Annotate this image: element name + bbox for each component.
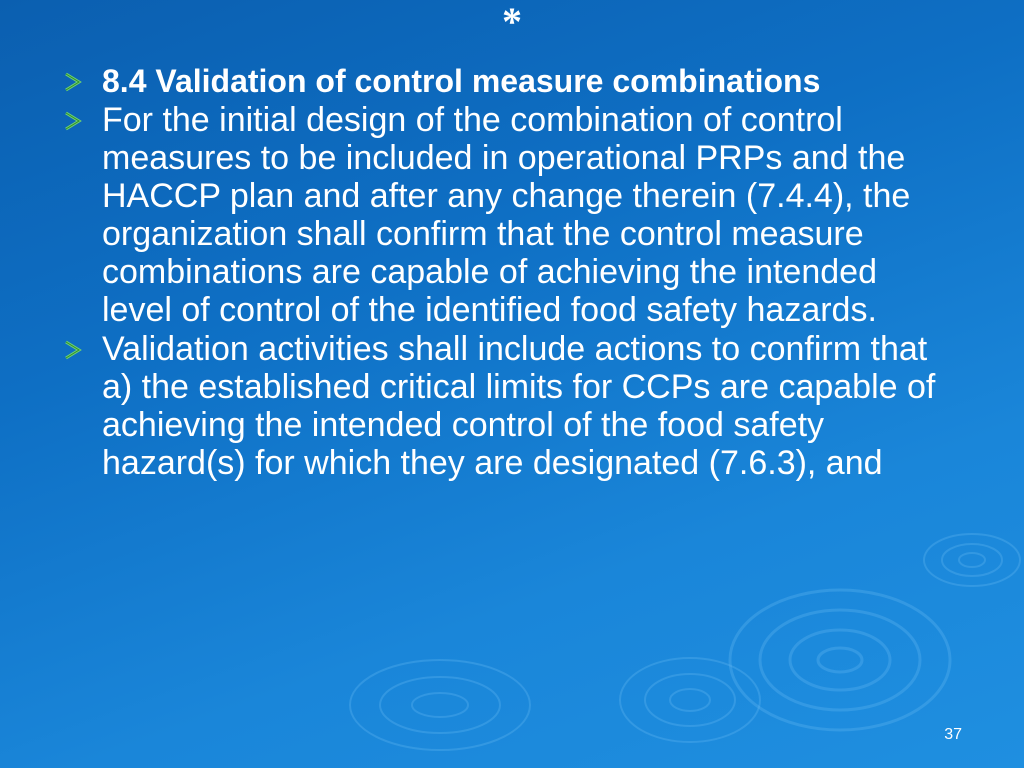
chevron-right-icon — [62, 110, 84, 132]
bullet-item — [60, 62, 940, 100]
bullet-text: 8.4 Validation of control measure combinations — [102, 63, 821, 99]
bullet-item — [60, 101, 940, 329]
slide-title: * — [502, 0, 522, 44]
chevron-right-icon — [62, 71, 84, 93]
bullet-item — [60, 330, 940, 482]
bullet-list — [60, 62, 940, 483]
bullet-text: Validation activities shall include actions to confirm that a) the established critical limits for CCPs are capable of achieving the intended control of the food safety hazard(s) for which they are designated (7.6.3), and — [102, 330, 936, 482]
page-number: 37 — [944, 726, 962, 743]
chevron-right-icon — [62, 339, 84, 361]
bullet-text: For the initial design of the combination of control measures to be included in operational PRPs and the HACCP plan and after any change therein (7.4.4), the organization shall confirm that the control measure combinations are capable of achieving the intended level of control of the identified food safety hazards. — [102, 101, 911, 329]
